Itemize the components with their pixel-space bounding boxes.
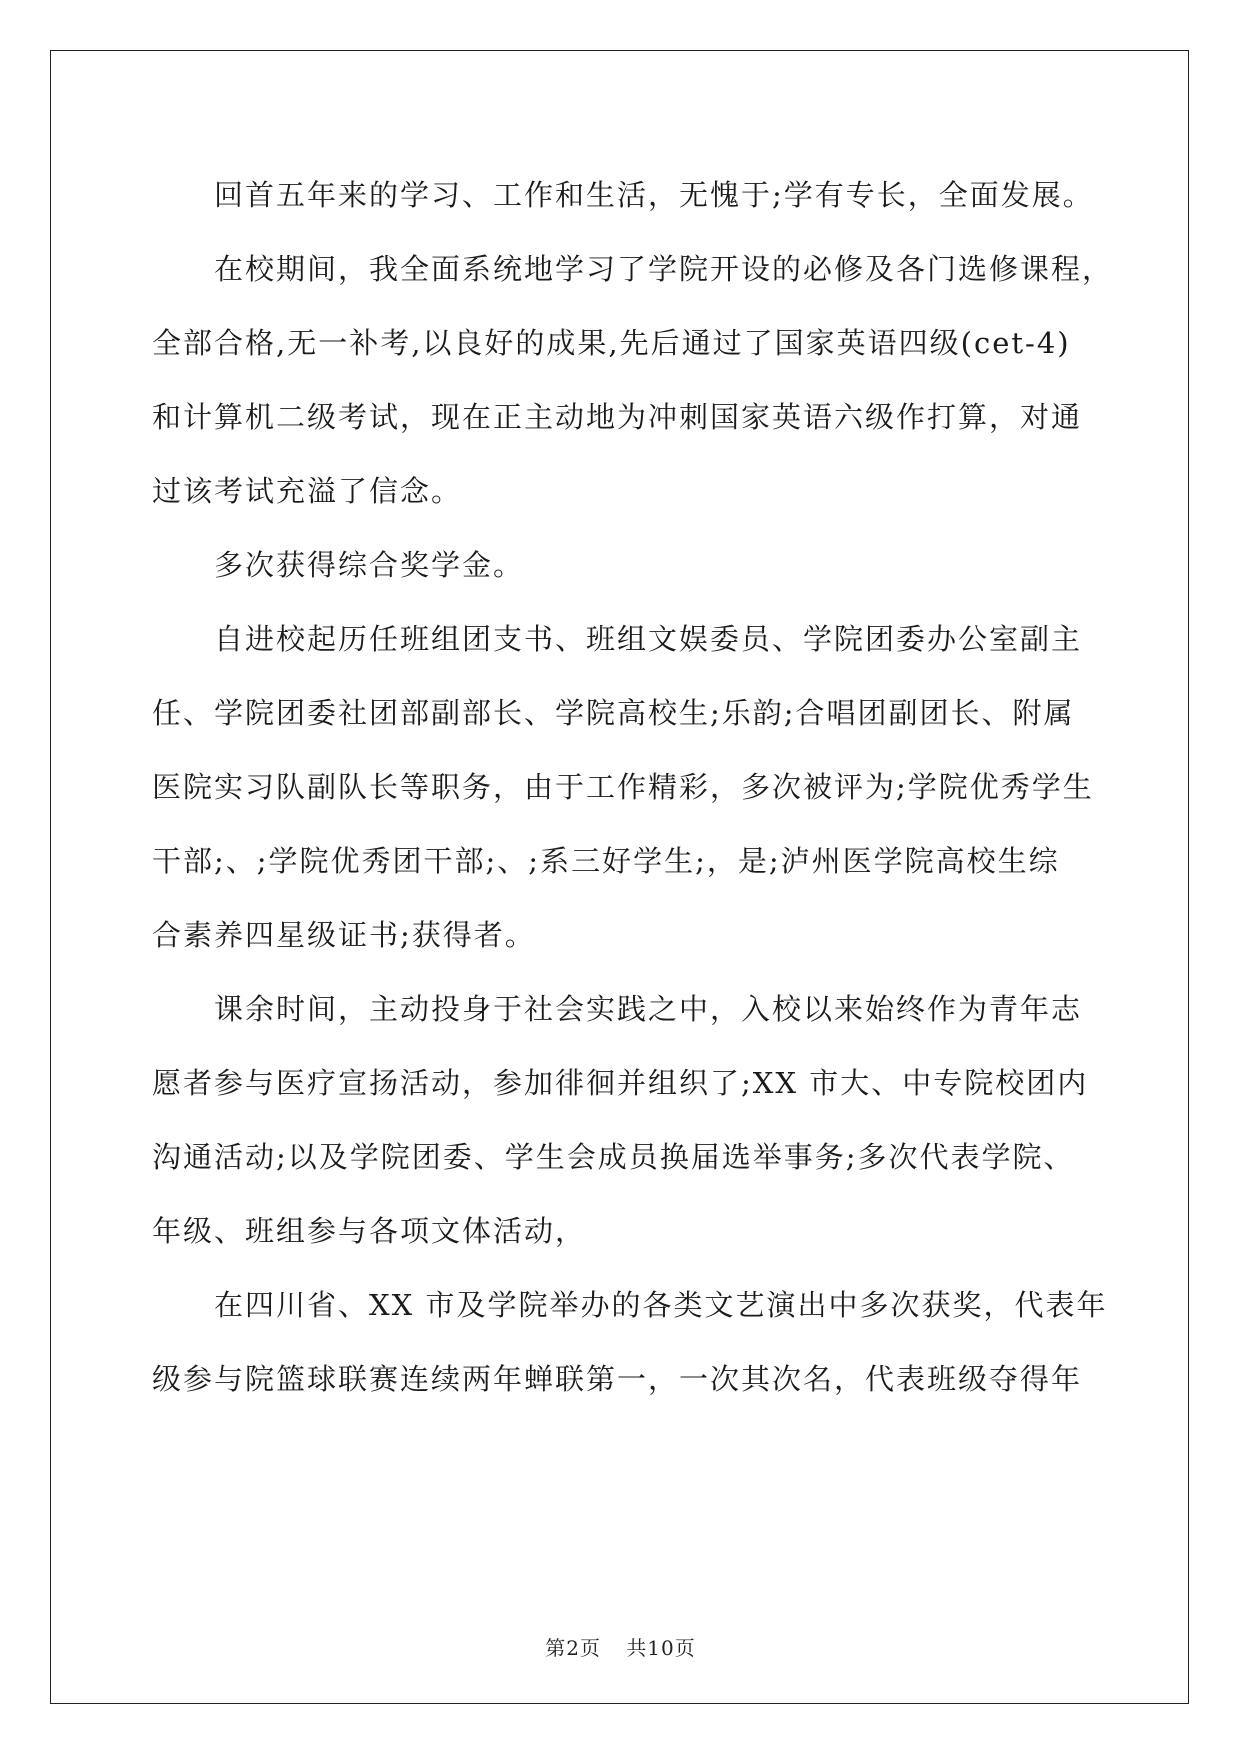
text-line: 在校期间，我全面系统地学习了学院开设的必修及各门选修课程， <box>214 252 1114 286</box>
document-body <box>152 158 1114 1416</box>
text-line: 过该考试充溢了信念。 <box>152 474 463 508</box>
paragraph <box>152 1268 1108 1416</box>
page-total: 共10页 <box>626 1636 696 1660</box>
text-line: 和计算机二级考试，现在正主动地为冲刺国家英语六级作打算，对通 <box>152 400 1083 434</box>
text-line: 沟通活动;以及学院团委、学生会成员换届选举事务;多次代表学院、 <box>152 1140 1075 1174</box>
text-line: 全部合格,无一补考,以良好的成果,先后通过了国家英语四级(cet-4) <box>152 326 1071 360</box>
text-line: 回首五年来的学习、工作和生活，无愧于;学有专长，全面发展。 <box>214 178 1094 212</box>
paragraph <box>152 972 1092 1268</box>
page-footer <box>0 1632 1241 1661</box>
text-line: 任、学院团委社团部副部长、学院高校生;乐韵;合唱团副团长、附属 <box>152 696 1075 730</box>
text-line: 合素养四星级证书;获得者。 <box>152 918 536 952</box>
text-line: 级参与院篮球联赛连续两年蝉联第一，一次其次名，代表班级夺得年 <box>152 1362 1083 1396</box>
text-line: 年级、班组参与各项文体活动， <box>152 1214 587 1248</box>
text-line: 自进校起历任班组团支书、班组文娱委员、学院团委办公室副主 <box>214 622 1083 656</box>
paragraph <box>152 602 1092 972</box>
text-line: 课余时间，主动投身于社会实践之中，入校以来始终作为青年志 <box>214 992 1083 1026</box>
text-line: 干部;、;学院优秀团干部;、;系三好学生;，是;泸州医学院高校生综 <box>152 844 1060 878</box>
text-line: 愿者参与医疗宣扬活动，参加徘徊并组织了;XX 市大、中专院校团内 <box>152 1066 1089 1100</box>
paragraph <box>152 232 1114 528</box>
paragraph <box>152 158 1092 232</box>
text-line: 多次获得综合奖学金。 <box>214 548 525 582</box>
text-line: 医院实习队副队长等职务，由于工作精彩，多次被评为;学院优秀学生 <box>152 770 1094 804</box>
paragraph <box>152 528 1092 602</box>
text-line: 在四川省、XX 市及学院举办的各类文艺演出中多次获奖，代表年 <box>214 1288 1108 1322</box>
page-number: 第2页 <box>545 1636 601 1660</box>
